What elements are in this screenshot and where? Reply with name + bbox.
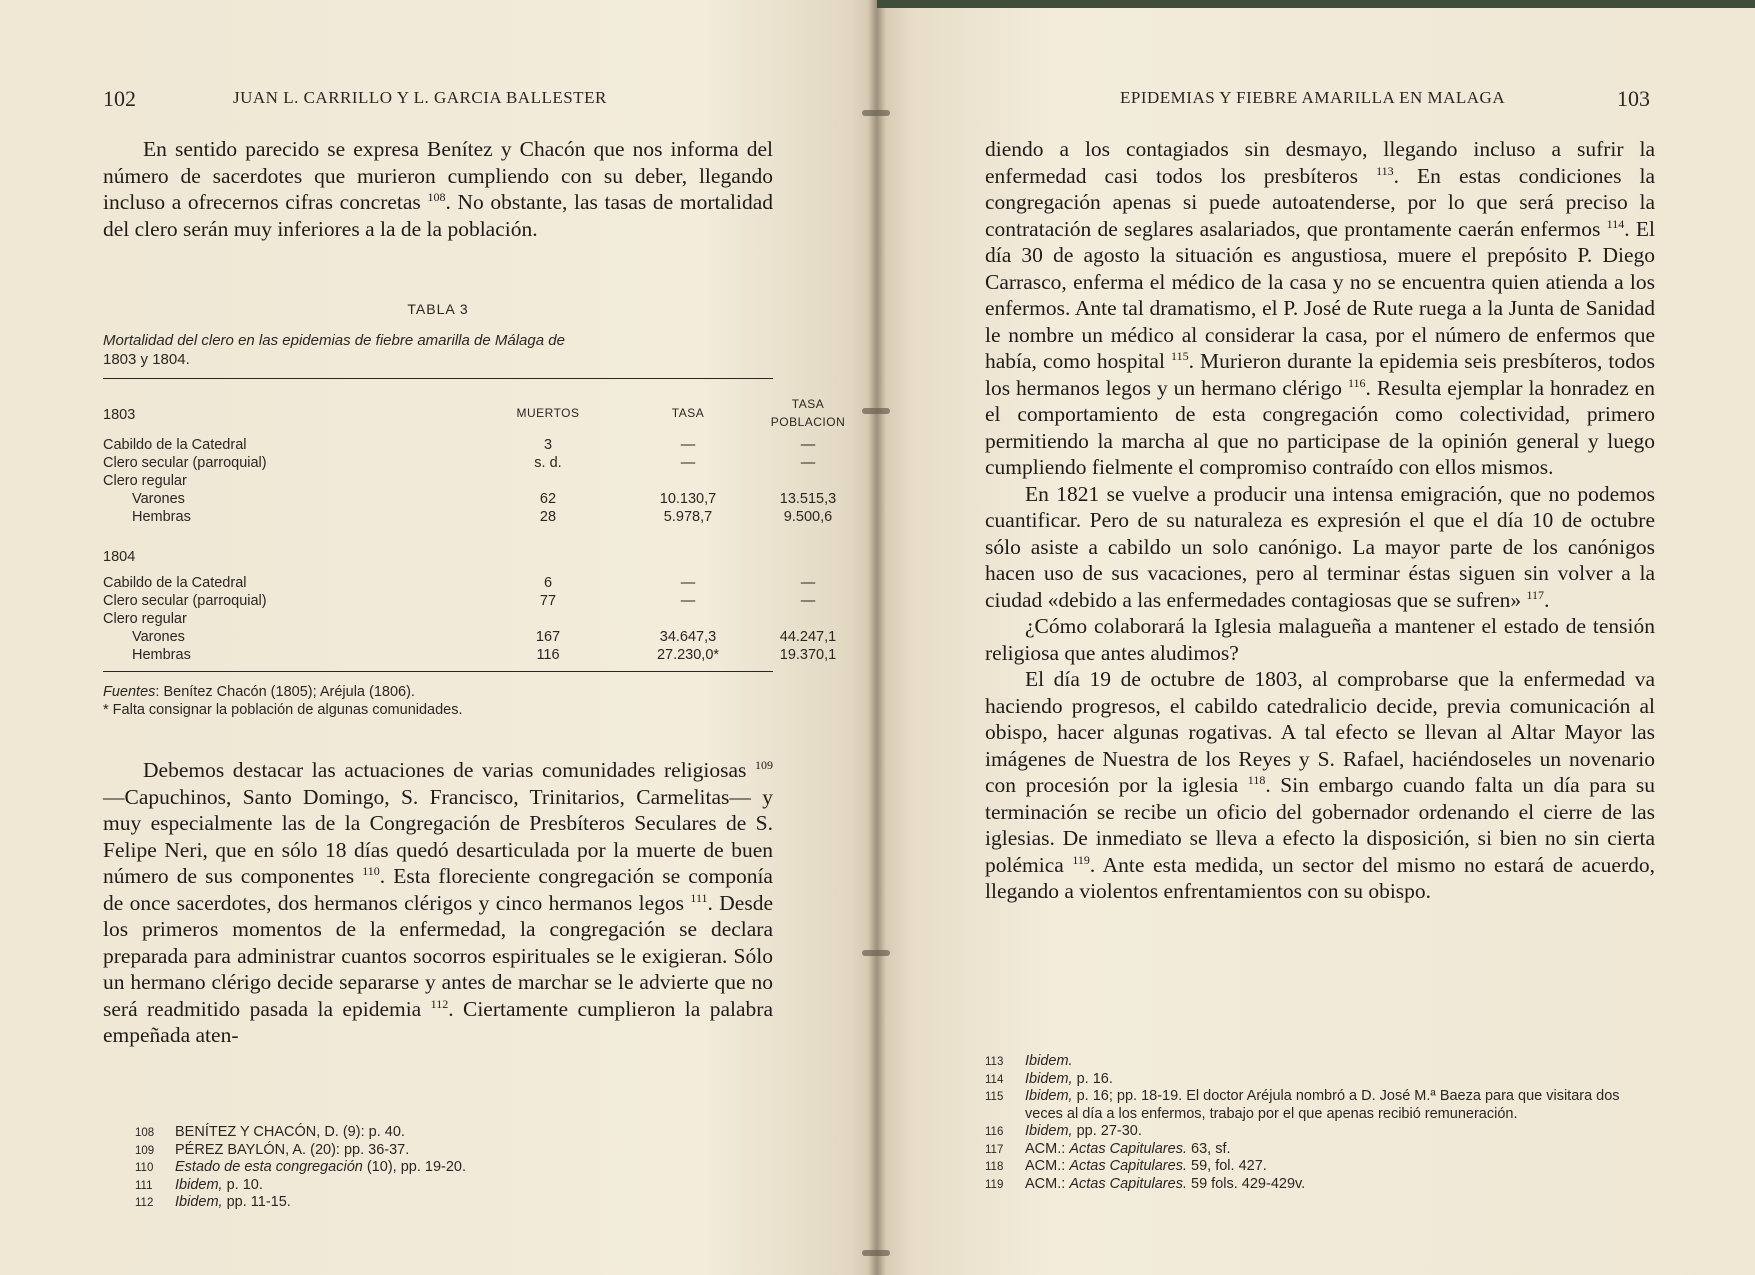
table-row: [103, 592, 816, 610]
column-header-tasa-poblacion: [748, 395, 868, 431]
column-header-tasa-2: TASA: [791, 397, 825, 411]
cell-tasa-poblacion: 13.515,3: [779, 491, 837, 507]
text-run: . Ciertamente cumplieron la palabra empeñada aten-: [103, 996, 773, 1047]
right-page: [877, 0, 1755, 1275]
cell-tasa: —: [680, 575, 696, 591]
italic-text: Ibidem.: [1025, 1053, 1073, 1069]
cell-muertos: s. d.: [534, 455, 562, 471]
text-run: . Sin embargo cuando falta un día para su terminación se recibe un oficio del gobernador ordenando el cierre de las iglesias. De inmediato se lleva a efecto la disposición, si bien no sin cierta polémica: [985, 773, 1655, 877]
row-label: Clero regular: [103, 611, 187, 627]
table-row: [103, 472, 773, 490]
footnote-number: 116: [985, 1126, 1004, 1138]
footnote: [135, 1142, 775, 1160]
page-number: 102: [103, 86, 136, 111]
footnote-ref: 117: [1526, 587, 1545, 602]
table-row: [103, 574, 816, 592]
row-label: Cabildo de la Catedral: [103, 437, 247, 453]
body-paragraph: [103, 757, 773, 1049]
footnote: [985, 1053, 1655, 1071]
page-top-edge: [877, 0, 1755, 8]
footnote-ref: 113: [1376, 163, 1394, 178]
footnote: [985, 1088, 1655, 1123]
footnote-number: 118: [985, 1161, 1004, 1173]
cell-tasa: 27.230,0*: [656, 647, 720, 663]
footnote: [135, 1194, 775, 1212]
text-run: ¿Cómo colaborará la Iglesia malagueña a mantener el estado de tensión religiosa que antes aludimos?: [985, 614, 1655, 665]
footnote: [135, 1124, 775, 1142]
text-run: . Murieron durante la epidemia seis presbíteros, todos los hermanos legos y un hermano clérigo: [985, 349, 1656, 400]
italic-text: Ibidem,: [175, 1176, 223, 1193]
footnotes: [985, 1053, 1655, 1193]
cell-tasa-poblacion: 44.247,1: [779, 629, 837, 645]
running-head: JUAN L. CARRILLO Y L. GARCIA BALLESTER: [233, 88, 607, 107]
footnote-ref: 110: [362, 864, 380, 878]
text-run: p. 16.: [1072, 1070, 1113, 1087]
footnotes: [135, 1124, 775, 1212]
italic-text: Actas Capitulares.: [1069, 1158, 1187, 1174]
text-run: . Esta floreciente congregación se componía de once sacerdotes, dos hermanos clérigos y cinco hermanos legos: [103, 864, 773, 915]
footnote-number: 117: [985, 1143, 1004, 1156]
italic-text: Ibidem,: [1025, 1070, 1073, 1087]
row-label: Clero secular (parroquial): [103, 593, 267, 609]
table-row: [103, 508, 833, 526]
cell-tasa: —: [680, 593, 696, 609]
text-run: . No obstante, las tasas de mortalidad del clero serán muy inferiores a la de la población.: [103, 190, 773, 241]
cell-tasa: —: [680, 455, 696, 471]
footnote-number: 108: [135, 1127, 155, 1139]
table-description: [103, 331, 773, 369]
column-header-poblacion: POBLACION: [770, 415, 846, 429]
text-run: p. 10.: [222, 1176, 263, 1193]
cell-muertos: 28: [539, 509, 557, 525]
table-row: [103, 646, 837, 664]
row-label: Hembras: [132, 509, 191, 525]
body-paragraph: [103, 136, 773, 242]
footnote-ref: 119: [1072, 852, 1090, 867]
footnote-ref: 108: [427, 190, 446, 204]
cell-muertos: 77: [539, 593, 557, 609]
text-run: El día 19 de octubre de 1803, al comprobarse que la enfermedad va haciendo progresos, el cabildo catedralicio decide, previa comunicación al obispo, hacer algunas rogativas. A tal efecto se llevan al Altar Mayor las imágenes de Nuestra de los Reyes y S. Rafael, haciéndoseles un novenario con procesión por la iglesia: [985, 667, 1655, 797]
footnote-ref: 115: [1171, 349, 1189, 363]
table-description-text: Mortalidad del clero en las epidemias de fiebre amarilla de Málaga de: [103, 332, 565, 349]
text-run: 59, fol. 427.: [1186, 1158, 1267, 1174]
footnote: [985, 1176, 1655, 1194]
cell-tasa-poblacion: —: [800, 437, 816, 453]
footnote-number: 110: [135, 1162, 154, 1174]
text-run: PÉREZ BAYLÓN, A. (20): pp. 36-37.: [175, 1141, 410, 1158]
table-notes: [103, 683, 773, 719]
cell-tasa-poblacion: —: [800, 593, 816, 609]
table-group-heading: [103, 548, 773, 566]
table-caption: [103, 301, 773, 369]
text-run: ACM.:: [1025, 1140, 1070, 1157]
cell-muertos: 3: [543, 437, 553, 453]
text-run: . El día 30 de agosto la situación es angustiosa, muere el prepósito P. Diego Carrasco, enferma el médico de la casa y no se encuentra quien atienda a los enfermos. Ante tal dramatismo, el P. José de Rute ruega a la Junta de Sanidad le nombre un médico al considerar la casa, por el número de enfermos que había, como hospital: [985, 216, 1655, 373]
column-header-tasa: TASA: [671, 406, 705, 420]
binding-stitch: [862, 110, 890, 116]
text-run: . En estas condiciones la congregación apenas si puede autoatenderse, por lo que será preciso la contratación de seglares asalariados, que prontamente caerán enfermos: [985, 163, 1656, 241]
footnote-number: 109: [135, 1144, 155, 1157]
footnote: [985, 1123, 1655, 1141]
footnote-ref: 118: [1247, 773, 1266, 787]
paragraph: [985, 613, 1655, 666]
italic-text: Ibidem,: [1025, 1123, 1073, 1139]
footnote: [985, 1158, 1655, 1176]
footnote-number: 112: [135, 1197, 154, 1209]
cell-tasa-poblacion: —: [800, 455, 816, 471]
footnote: [135, 1177, 775, 1195]
row-label: Cabildo de la Catedral: [103, 575, 247, 591]
cell-muertos: 6: [543, 575, 553, 591]
row-label: Varones: [132, 491, 185, 507]
table-group-1804: [103, 574, 837, 664]
binding-stitch: [862, 950, 890, 956]
italic-text: Ibidem,: [175, 1194, 223, 1210]
table-header: [103, 392, 846, 429]
paragraph: [103, 136, 773, 242]
text-run: . Ante esta medida, un sector del mismo no estará de acuerdo, llegando a violentos enfrentamientos con su obispo.: [985, 852, 1655, 903]
paragraph: [985, 666, 1655, 905]
cell-muertos: 62: [539, 491, 557, 507]
text-run: En 1821 se vuelve a producir una intensa emigración, que no podemos cuantificar. Pero de su naturaleza es expresión el que el día 10 de octubre sólo asiste a cabildo un solo canónigo. La mayor parte de los canónigos hacen uso de sus vacaciones, pero al terminar éstas siguen sin volver a la ciudad «debido a las enfermedades contagiosas que se sufren»: [985, 481, 1655, 612]
row-label: Clero regular: [103, 473, 187, 489]
body-text: [985, 136, 1655, 905]
paragraph: [103, 757, 773, 1049]
italic-text: Ibidem,: [1025, 1088, 1073, 1104]
text-run: ACM.:: [1025, 1158, 1070, 1174]
footnote-ref: 109: [755, 758, 773, 772]
table-bottom-rule: [103, 671, 773, 672]
page-number: 103: [1617, 86, 1650, 111]
running-head: EPIDEMIAS Y FIEBRE AMARILLA EN MALAGA: [1120, 88, 1506, 107]
footnote-number: 119: [985, 1178, 1004, 1191]
text-run: p. 16; pp. 18-19. El doctor Aréjula nombró a D. José M.ª Baeza para que visitara dos veces al día a los enfermos, trabajo por el que apenas recibió remuneración.: [1025, 1088, 1620, 1122]
cell-tasa: 10.130,7: [659, 491, 717, 507]
sources-text: : Benítez Chacón (1805); Aréjula (1806).: [155, 684, 415, 700]
footnote: [985, 1071, 1655, 1089]
text-run: 63, sf.: [1186, 1140, 1231, 1157]
asterisk-note: * Falta consignar la población de algunas comunidades.: [103, 702, 463, 718]
text-run: pp. 27-30.: [1072, 1123, 1142, 1139]
text-run: ACM.:: [1025, 1175, 1070, 1192]
row-label: Hembras: [132, 647, 191, 663]
cell-muertos: 167: [535, 629, 561, 645]
footnote-number: 114: [985, 1073, 1004, 1086]
book-gutter: [868, 0, 886, 1275]
column-header-muertos: MUERTOS: [516, 406, 580, 420]
footnote-ref: 111: [690, 890, 708, 905]
cell-tasa-poblacion: 19.370,1: [779, 647, 837, 663]
footnote-ref: 116: [1347, 375, 1366, 390]
footnote: [135, 1159, 775, 1177]
text-run: .: [1544, 587, 1550, 612]
row-label: Varones: [132, 629, 185, 645]
text-run: diendo a los contagiados sin desmayo, llegando incluso a sufrir la enfermedad casi todos los presbíteros: [985, 137, 1655, 188]
text-run: BENÍTEZ Y CHACÓN, D. (9): p. 40.: [175, 1124, 405, 1140]
table-row: [103, 628, 837, 646]
cell-tasa: —: [680, 437, 696, 453]
italic-text: Actas Capitulares.: [1069, 1175, 1187, 1192]
text-run: 59 fols. 429-429v.: [1186, 1175, 1306, 1192]
table-title: TABLA 3: [407, 301, 469, 317]
footnote-ref: 112: [430, 996, 449, 1011]
paragraph: [985, 481, 1655, 614]
footnote-ref: 114: [1606, 216, 1625, 231]
group-year: 1803: [103, 407, 136, 423]
footnote-number: 113: [985, 1056, 1004, 1068]
binding-stitch: [862, 408, 890, 414]
row-label: Clero secular (parroquial): [103, 455, 267, 471]
sources-label: Fuentes: [103, 684, 156, 700]
paragraph: [985, 136, 1655, 481]
text-run: . Resulta ejemplar la honradez en el comportamiento de esta congregación como colectividad, primero permitiendo la marcha al que no participase de la opinión general y luego cumpliendo fielmente el compromiso contraído con ellos mismos.: [985, 375, 1655, 479]
table-description-years: 1803 y 1804.: [103, 351, 190, 368]
footnote: [985, 1141, 1655, 1159]
text-run: Debemos destacar las actuaciones de varias comunidades religiosas: [143, 758, 755, 782]
footnote-number: 111: [135, 1179, 153, 1192]
table-top-rule: [103, 378, 773, 379]
cell-tasa-poblacion: 9.500,6: [783, 509, 833, 525]
table-group-1803: [103, 436, 837, 526]
italic-text: Estado de esta congregación: [175, 1159, 363, 1175]
cell-tasa-poblacion: —: [800, 575, 816, 591]
table-row: [103, 436, 816, 454]
table-row: [103, 454, 816, 472]
text-run: En sentido parecido se expresa Benítez y Chacón que nos informa del número de sacerdotes que murieron cumpliendo con su deber, llegando incluso a ofrecernos cifras concretas: [103, 137, 773, 214]
left-page: [0, 0, 877, 1275]
text-run: —Capuchinos, Santo Domingo, S. Francisco, Trinitarios, Carmelitas— y muy especialmente las de la Congregación de Presbíteros Seculares de S. Felipe Neri, que en sólo 18 días quedó desarticulada por la muerte de buen número de sus componentes: [103, 784, 773, 888]
table-row: [103, 610, 773, 628]
cell-tasa: 34.647,3: [659, 629, 717, 645]
cell-muertos: 116: [536, 647, 560, 663]
binding-stitch: [862, 1250, 890, 1256]
cell-tasa: 5.978,7: [663, 509, 713, 525]
footnote-number: 115: [985, 1091, 1004, 1103]
group-year: 1804: [103, 549, 136, 565]
table-row: [103, 490, 837, 508]
text-run: pp. 11-15.: [222, 1194, 291, 1210]
text-run: . Desde los primeros momentos de la enfermedad, la congregación se declara preparada para administrar cuantos socorros espirituales se le exigieran. Sólo un hermano clérigo decide separarse y antes de marchar se le advierte que no será readmitido pasada la epidemia: [103, 890, 773, 1021]
text-run: (10), pp. 19-20.: [362, 1159, 466, 1175]
italic-text: Actas Capitulares.: [1069, 1140, 1187, 1157]
